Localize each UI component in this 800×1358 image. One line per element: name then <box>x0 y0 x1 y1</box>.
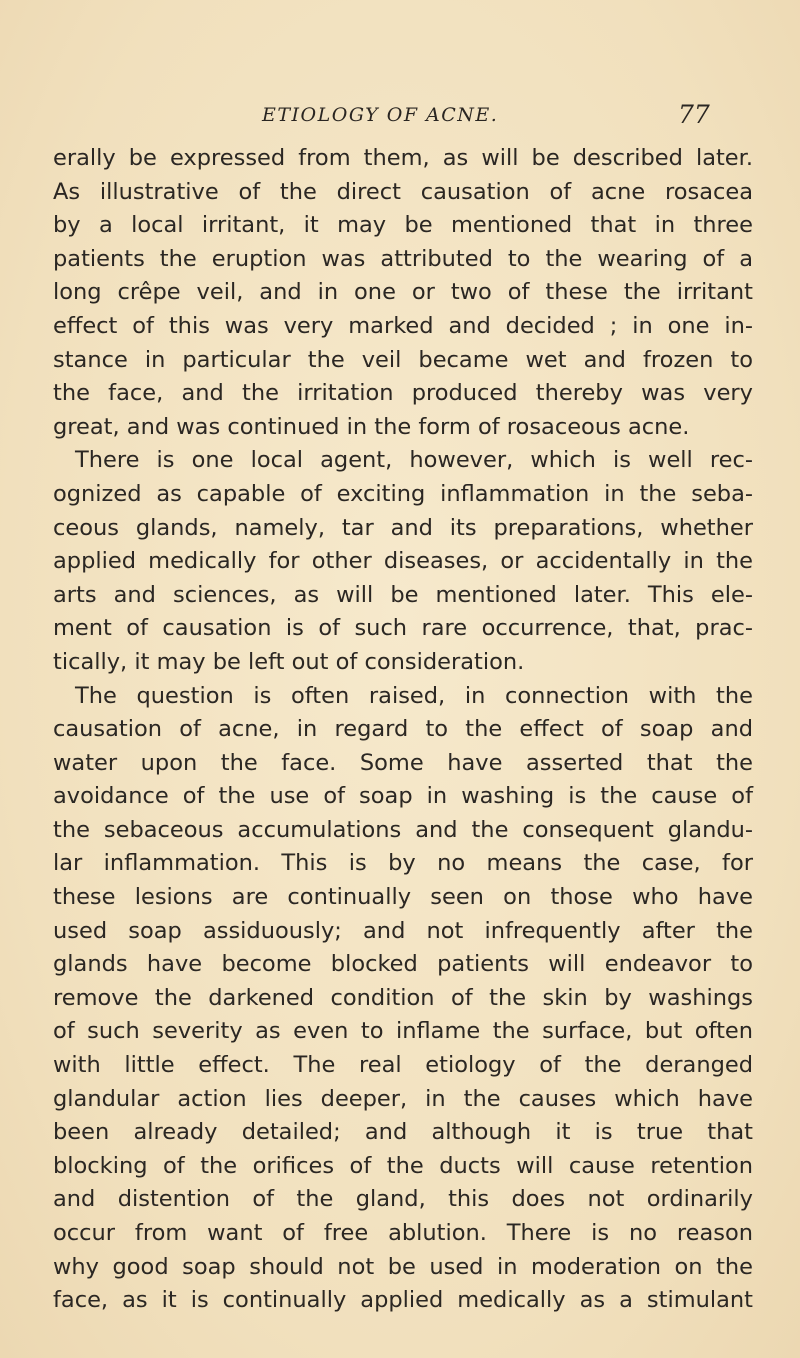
running-title: ETIOLOGY OF ACNE. <box>262 104 499 126</box>
text-line: erally be expressed from them, as will be described later. <box>53 145 753 171</box>
text-line: and distention of the gland, this does not ordinarily <box>53 1186 753 1213</box>
text-line: applied medically for other diseases, or accidentally in the <box>53 548 753 575</box>
text-line: avoidance of the use of soap in washing is the cause of <box>53 783 753 810</box>
text-line: causation of acne, in regard to the effect of soap and <box>53 716 753 743</box>
text-line: face, as it is continually applied medically as a stimulant <box>53 1287 753 1314</box>
text-line: patients the eruption was attributed to the wearing of a <box>53 245 753 272</box>
text-line: remove the darkened condition of the skin by washings <box>53 984 753 1011</box>
text-line: the sebaceous accumulations and the consequent glandu- <box>53 816 753 843</box>
text-line: blocking of the orifices of the ducts will cause retention <box>53 1152 753 1179</box>
text-line: occur from want of free ablution. There is no reason <box>53 1220 753 1246</box>
text-line: ognized as capable of exciting inflammation in the seba- <box>53 480 753 507</box>
page-number: 77 <box>678 100 710 129</box>
text-line: long crêpe veil, and in one or two of these the irritant <box>53 279 753 306</box>
text-line: There is one local agent, however, which is well rec- <box>75 447 753 474</box>
text-line: of such severity as even to inflame the surface, but often <box>53 1018 753 1045</box>
text-line: tically, it may be left out of consideration. <box>53 648 525 675</box>
text-line: glands have become blocked patients will endeavor to <box>53 951 753 978</box>
text-line: stance in particular the veil became wet and frozen to <box>53 346 753 373</box>
text-line: water upon the face. Some have asserted that the <box>53 749 753 776</box>
text-line: by a local irritant, it may be mentioned that in three <box>53 212 753 239</box>
body-text <box>53 142 753 1318</box>
text-line: the face, and the irritation produced thereby was very <box>53 380 753 407</box>
text-line: The question is often raised, in connection with the <box>75 682 753 709</box>
text-line: arts and sciences, as will be mentioned later. This ele- <box>53 581 753 608</box>
text-line: glandular action lies deeper, in the causes which have <box>53 1085 753 1112</box>
text-line: great, and was continued in the form of rosaceous acne. <box>53 413 690 440</box>
running-head <box>0 100 800 132</box>
text-line: ceous glands, namely, tar and its preparations, whether <box>53 514 753 541</box>
text-line: used soap assiduously; and not infrequently after the <box>53 917 753 944</box>
text-line: with little effect. The real etiology of the deranged <box>53 1052 753 1079</box>
text-line: lar inflammation. This is by no means the case, for <box>53 850 753 877</box>
text-line: why good soap should not be used in moderation on the <box>53 1253 753 1280</box>
text-line: been already detailed; and although it is true that <box>53 1119 753 1146</box>
text-line: As illustrative of the direct causation of acne rosacea <box>53 178 753 205</box>
text-line: ment of causation is of such rare occurrence, that, prac- <box>53 615 753 642</box>
text-line: effect of this was very marked and decided ; in one in- <box>53 312 753 339</box>
text-line: these lesions are continually seen on those who have <box>53 884 753 911</box>
